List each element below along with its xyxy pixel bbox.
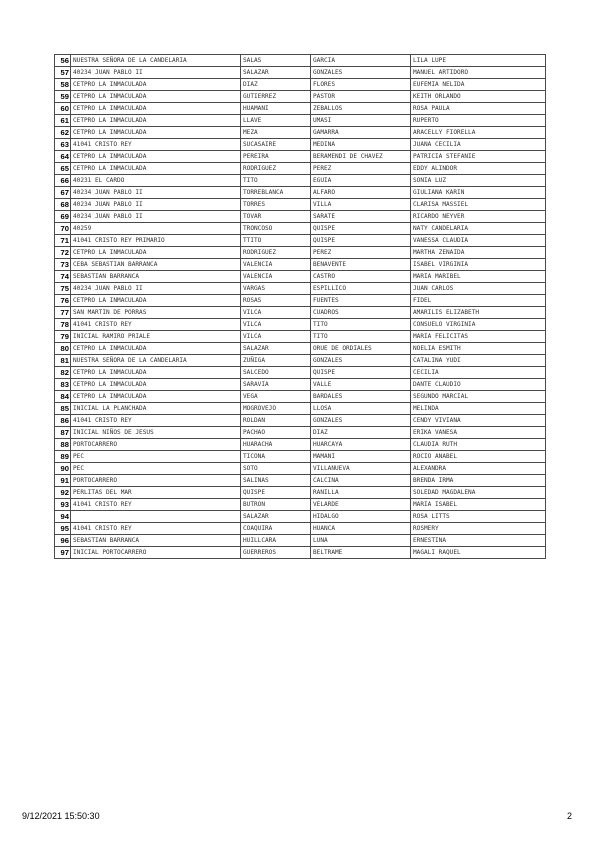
institution-cell: 40234 JUAN PABLO II [71, 187, 241, 199]
given-names-cell: JUAN CARLOS [411, 283, 546, 295]
given-names-cell: ROCIO ANABEL [411, 451, 546, 463]
records-table-body [55, 55, 546, 559]
paternal-surname-cell: MOGROVEJO [241, 403, 311, 415]
given-names-cell: LILA LUPE [411, 55, 546, 67]
given-names-cell: GIULIANA KARIN [411, 187, 546, 199]
given-names-cell: MELINDA [411, 403, 546, 415]
paternal-surname-cell: DIAZ [241, 79, 311, 91]
institution-cell: 40259 [71, 223, 241, 235]
given-names-cell: BRENDA IRMA [411, 475, 546, 487]
paternal-surname-cell: GUTIERREZ [241, 91, 311, 103]
row-number: 60 [55, 103, 71, 115]
maternal-surname-cell: HUANCA [311, 523, 411, 535]
row-number: 62 [55, 127, 71, 139]
given-names-cell: MARIA MARIBEL [411, 271, 546, 283]
paternal-surname-cell: SALAS [241, 55, 311, 67]
maternal-surname-cell: GONZALES [311, 355, 411, 367]
maternal-surname-cell: BELTRAME [311, 547, 411, 559]
table-row [55, 499, 546, 511]
given-names-cell: ERIKA VANESA [411, 427, 546, 439]
row-number: 86 [55, 415, 71, 427]
maternal-surname-cell: CUADROS [311, 307, 411, 319]
table-row [55, 463, 546, 475]
maternal-surname-cell: PEREZ [311, 163, 411, 175]
table-row [55, 235, 546, 247]
paternal-surname-cell: PEREIRA [241, 151, 311, 163]
institution-cell: CETPRO LA INMACULADA [71, 367, 241, 379]
row-number: 75 [55, 283, 71, 295]
table-row [55, 511, 546, 523]
row-number: 69 [55, 211, 71, 223]
given-names-cell: NATY CANDELARIA [411, 223, 546, 235]
row-number: 70 [55, 223, 71, 235]
maternal-surname-cell: VALLE [311, 379, 411, 391]
given-names-cell: ERNESTINA [411, 535, 546, 547]
given-names-cell: CLARISA MASSIEL [411, 199, 546, 211]
paternal-surname-cell: TOVAR [241, 211, 311, 223]
paternal-surname-cell: SOTO [241, 463, 311, 475]
paternal-surname-cell: COAQUIRA [241, 523, 311, 535]
given-names-cell: MARIA ISABEL [411, 499, 546, 511]
paternal-surname-cell: QUISPE [241, 487, 311, 499]
table-row [55, 547, 546, 559]
table-row [55, 223, 546, 235]
given-names-cell: ROSA LITTS [411, 511, 546, 523]
institution-cell: PORTOCARRERO [71, 439, 241, 451]
given-names-cell: EUFEMIA NELIDA [411, 79, 546, 91]
paternal-surname-cell: LLAVE [241, 115, 311, 127]
table-row [55, 187, 546, 199]
paternal-surname-cell: VEGA [241, 391, 311, 403]
paternal-surname-cell: PACHAO [241, 427, 311, 439]
given-names-cell: SONIA LUZ [411, 175, 546, 187]
given-names-cell: VANESSA CLAUDIA [411, 235, 546, 247]
paternal-surname-cell: SALINAS [241, 475, 311, 487]
given-names-cell: ARACELLY FIORELLA [411, 127, 546, 139]
institution-cell: NUESTRA SEÑORA DE LA CANDELARIA [71, 55, 241, 67]
maternal-surname-cell: SARATE [311, 211, 411, 223]
given-names-cell: EDDY ALINDOR [411, 163, 546, 175]
table-row [55, 103, 546, 115]
maternal-surname-cell: BENAVENTE [311, 259, 411, 271]
maternal-surname-cell: ZEBALLOS [311, 103, 411, 115]
row-number: 76 [55, 295, 71, 307]
given-names-cell: CLAUDIA RUTH [411, 439, 546, 451]
institution-cell: INICIAL PORTOCARRERO [71, 547, 241, 559]
table-row [55, 55, 546, 67]
maternal-surname-cell: HIDALGO [311, 511, 411, 523]
maternal-surname-cell: FLORES [311, 79, 411, 91]
maternal-surname-cell: LLOSA [311, 403, 411, 415]
maternal-surname-cell: ESPILLICO [311, 283, 411, 295]
institution-cell: SAN MARTIN DE PORRAS [71, 307, 241, 319]
institution-cell: PEC [71, 451, 241, 463]
table-row [55, 355, 546, 367]
row-number: 81 [55, 355, 71, 367]
maternal-surname-cell: EGUIA [311, 175, 411, 187]
given-names-cell: ALEXANDRA [411, 463, 546, 475]
institution-cell: PORTOCARRERO [71, 475, 241, 487]
maternal-surname-cell: LUNA [311, 535, 411, 547]
row-number: 91 [55, 475, 71, 487]
maternal-surname-cell: MAMANI [311, 451, 411, 463]
paternal-surname-cell: ZUÑIGA [241, 355, 311, 367]
paternal-surname-cell: SALCEDO [241, 367, 311, 379]
table-row [55, 487, 546, 499]
row-number: 71 [55, 235, 71, 247]
maternal-surname-cell: GONZALES [311, 415, 411, 427]
table-row [55, 379, 546, 391]
row-number: 79 [55, 331, 71, 343]
maternal-surname-cell: TITO [311, 319, 411, 331]
paternal-surname-cell: MEZA [241, 127, 311, 139]
institution-cell: CETPRO LA INMACULADA [71, 163, 241, 175]
row-number: 66 [55, 175, 71, 187]
paternal-surname-cell: TICONA [241, 451, 311, 463]
row-number: 64 [55, 151, 71, 163]
maternal-surname-cell: QUISPE [311, 367, 411, 379]
table-row [55, 175, 546, 187]
given-names-cell: MARIA FELICITAS [411, 331, 546, 343]
institution-cell: 40234 JUAN PABLO II [71, 211, 241, 223]
paternal-surname-cell: TRONCOSO [241, 223, 311, 235]
row-number: 74 [55, 271, 71, 283]
row-number: 57 [55, 67, 71, 79]
maternal-surname-cell: RANILLA [311, 487, 411, 499]
institution-cell: SEBASTIAN BARRANCA [71, 535, 241, 547]
maternal-surname-cell: CASTRO [311, 271, 411, 283]
institution-cell: 41041 CRISTO REY [71, 139, 241, 151]
maternal-surname-cell: DIAZ [311, 427, 411, 439]
maternal-surname-cell: VILLA [311, 199, 411, 211]
table-row [55, 211, 546, 223]
paternal-surname-cell: HUARACHA [241, 439, 311, 451]
row-number: 93 [55, 499, 71, 511]
paternal-surname-cell: VALENCIA [241, 271, 311, 283]
table-row [55, 403, 546, 415]
given-names-cell: MAGALI RAQUEL [411, 547, 546, 559]
table-row [55, 247, 546, 259]
institution-cell: CETPRO LA INMACULADA [71, 127, 241, 139]
given-names-cell: AMARILIS ELIZABETH [411, 307, 546, 319]
maternal-surname-cell: VELARDE [311, 499, 411, 511]
given-names-cell: SOLEDAD MAGDALENA [411, 487, 546, 499]
row-number: 97 [55, 547, 71, 559]
given-names-cell: ISABEL VIRGINIA [411, 259, 546, 271]
given-names-cell: SEGUNDO MARCIAL [411, 391, 546, 403]
row-number: 96 [55, 535, 71, 547]
table-row [55, 127, 546, 139]
institution-cell: 40234 JUAN PABLO II [71, 199, 241, 211]
paternal-surname-cell: RODRIGUEZ [241, 247, 311, 259]
table-row [55, 151, 546, 163]
institution-cell: 40231 EL CARDO [71, 175, 241, 187]
table-row [55, 319, 546, 331]
paternal-surname-cell: HUAMANI [241, 103, 311, 115]
table-row [55, 283, 546, 295]
table-row [55, 439, 546, 451]
row-number: 83 [55, 379, 71, 391]
given-names-cell: FIDEL [411, 295, 546, 307]
given-names-cell: MANUEL ARTIDORO [411, 67, 546, 79]
row-number: 59 [55, 91, 71, 103]
maternal-surname-cell: BARDALES [311, 391, 411, 403]
institution-cell: SEBASTIAN BARRANCA [71, 271, 241, 283]
paternal-surname-cell: TITO [241, 175, 311, 187]
table-row [55, 535, 546, 547]
given-names-cell: CONSUELO VIRGINIA [411, 319, 546, 331]
maternal-surname-cell: PASTOR [311, 91, 411, 103]
institution-cell: 40234 JUAN PABLO II [71, 283, 241, 295]
maternal-surname-cell: FUENTES [311, 295, 411, 307]
paternal-surname-cell: VARGAS [241, 283, 311, 295]
paternal-surname-cell: HUILLCARA [241, 535, 311, 547]
paternal-surname-cell: RODRIGUEZ [241, 163, 311, 175]
table-row [55, 139, 546, 151]
institution-cell: CEBA SEBASTIAN BARRANCA [71, 259, 241, 271]
table-row [55, 115, 546, 127]
row-number: 58 [55, 79, 71, 91]
institution-cell: INICIAL NIÑOS DE JESUS [71, 427, 241, 439]
given-names-cell: MARTHA ZENAIDA [411, 247, 546, 259]
given-names-cell: KEITH ORLANDO [411, 91, 546, 103]
paternal-surname-cell: BUTRON [241, 499, 311, 511]
institution-cell: 40234 JUAN PABLO II [71, 67, 241, 79]
row-number: 63 [55, 139, 71, 151]
row-number: 94 [55, 511, 71, 523]
paternal-surname-cell: TTITO [241, 235, 311, 247]
paternal-surname-cell: SALAZAR [241, 67, 311, 79]
table-row [55, 451, 546, 463]
institution-cell: CETPRO LA INMACULADA [71, 295, 241, 307]
maternal-surname-cell: QUISPE [311, 223, 411, 235]
table-row [55, 259, 546, 271]
row-number: 68 [55, 199, 71, 211]
institution-cell: 41041 CRISTO REY [71, 499, 241, 511]
given-names-cell: ROSA PAULA [411, 103, 546, 115]
given-names-cell: RICARDO NEYVER [411, 211, 546, 223]
maternal-surname-cell: MEDINA [311, 139, 411, 151]
maternal-surname-cell: GONZALES [311, 67, 411, 79]
row-number: 82 [55, 367, 71, 379]
given-names-cell: CENDY VIVIANA [411, 415, 546, 427]
table-row [55, 475, 546, 487]
paternal-surname-cell: SUCASAIRE [241, 139, 311, 151]
institution-cell [71, 511, 241, 523]
maternal-surname-cell: HUARCAYA [311, 439, 411, 451]
given-names-cell: PATRICIA STEFANIE [411, 151, 546, 163]
maternal-surname-cell: TITO [311, 331, 411, 343]
institution-cell: CETPRO LA INMACULADA [71, 391, 241, 403]
given-names-cell: DANTE CLAUDIO [411, 379, 546, 391]
table-row [55, 331, 546, 343]
table-row [55, 163, 546, 175]
given-names-cell: JUANA CECILIA [411, 139, 546, 151]
paternal-surname-cell: ROLDAN [241, 415, 311, 427]
row-number: 85 [55, 403, 71, 415]
paternal-surname-cell: SALAZAR [241, 343, 311, 355]
paternal-surname-cell: SARAVIA [241, 379, 311, 391]
given-names-cell: RUPERTO [411, 115, 546, 127]
maternal-surname-cell: GARCIA [311, 55, 411, 67]
institution-cell: CETPRO LA INMACULADA [71, 79, 241, 91]
row-number: 67 [55, 187, 71, 199]
maternal-surname-cell: ORUE DE ORDIALES [311, 343, 411, 355]
table-row [55, 343, 546, 355]
table-row [55, 271, 546, 283]
institution-cell: CETPRO LA INMACULADA [71, 103, 241, 115]
row-number: 92 [55, 487, 71, 499]
institution-cell: 41041 CRISTO REY [71, 319, 241, 331]
institution-cell: INICIAL RAMIRO PRIALE [71, 331, 241, 343]
given-names-cell: ROSMERY [411, 523, 546, 535]
records-table [54, 54, 546, 559]
paternal-surname-cell: VILCA [241, 331, 311, 343]
table-row [55, 427, 546, 439]
paternal-surname-cell: VALENCIA [241, 259, 311, 271]
row-number: 89 [55, 451, 71, 463]
row-number: 80 [55, 343, 71, 355]
row-number: 95 [55, 523, 71, 535]
institution-cell: CETPRO LA INMACULADA [71, 247, 241, 259]
institution-cell: CETPRO LA INMACULADA [71, 343, 241, 355]
table-row [55, 391, 546, 403]
given-names-cell: CATALINA YUDI [411, 355, 546, 367]
table-row [55, 415, 546, 427]
given-names-cell: CECILIA [411, 367, 546, 379]
page-number: 2 [567, 811, 573, 821]
row-number: 65 [55, 163, 71, 175]
given-names-cell: NOELIA ESMITH [411, 343, 546, 355]
row-number: 87 [55, 427, 71, 439]
row-number: 77 [55, 307, 71, 319]
row-number: 78 [55, 319, 71, 331]
paternal-surname-cell: TORRES [241, 199, 311, 211]
institution-cell: PERLITAS DEL MAR [71, 487, 241, 499]
maternal-surname-cell: PEREZ [311, 247, 411, 259]
maternal-surname-cell: GAMARRA [311, 127, 411, 139]
paternal-surname-cell: VILCA [241, 319, 311, 331]
row-number: 84 [55, 391, 71, 403]
table-row [55, 91, 546, 103]
table-row [55, 67, 546, 79]
institution-cell: NUESTRA SEÑORA DE LA CANDELARIA [71, 355, 241, 367]
institution-cell: INICIAL LA PLANCHADA [71, 403, 241, 415]
row-number: 88 [55, 439, 71, 451]
table-row [55, 523, 546, 535]
paternal-surname-cell: VILCA [241, 307, 311, 319]
table-row [55, 367, 546, 379]
institution-cell: PEC [71, 463, 241, 475]
maternal-surname-cell: UMASI [311, 115, 411, 127]
institution-cell: CETPRO LA INMACULADA [71, 379, 241, 391]
row-number: 73 [55, 259, 71, 271]
institution-cell: CETPRO LA INMACULADA [71, 91, 241, 103]
table-row [55, 307, 546, 319]
print-datetime: 9/12/2021 15:50:30 [22, 811, 100, 821]
institution-cell: 41041 CRISTO REY [71, 415, 241, 427]
maternal-surname-cell: QUISPE [311, 235, 411, 247]
table-row [55, 295, 546, 307]
row-number: 90 [55, 463, 71, 475]
institution-cell: CETPRO LA INMACULADA [71, 151, 241, 163]
maternal-surname-cell: ALFARO [311, 187, 411, 199]
row-number: 72 [55, 247, 71, 259]
institution-cell: CETPRO LA INMACULADA [71, 115, 241, 127]
paternal-surname-cell: TORREBLANCA [241, 187, 311, 199]
paternal-surname-cell: SALAZAR [241, 511, 311, 523]
paternal-surname-cell: GUERREROS [241, 547, 311, 559]
row-number: 61 [55, 115, 71, 127]
paternal-surname-cell: ROSAS [241, 295, 311, 307]
institution-cell: 41041 CRISTO REY PRIMARIO [71, 235, 241, 247]
institution-cell: 41041 CRISTO REY [71, 523, 241, 535]
table-row [55, 79, 546, 91]
table-row [55, 199, 546, 211]
maternal-surname-cell: BERAMENDI DE CHAVEZ [311, 151, 411, 163]
maternal-surname-cell: CALCINA [311, 475, 411, 487]
maternal-surname-cell: VILLANUEVA [311, 463, 411, 475]
row-number: 56 [55, 55, 71, 67]
